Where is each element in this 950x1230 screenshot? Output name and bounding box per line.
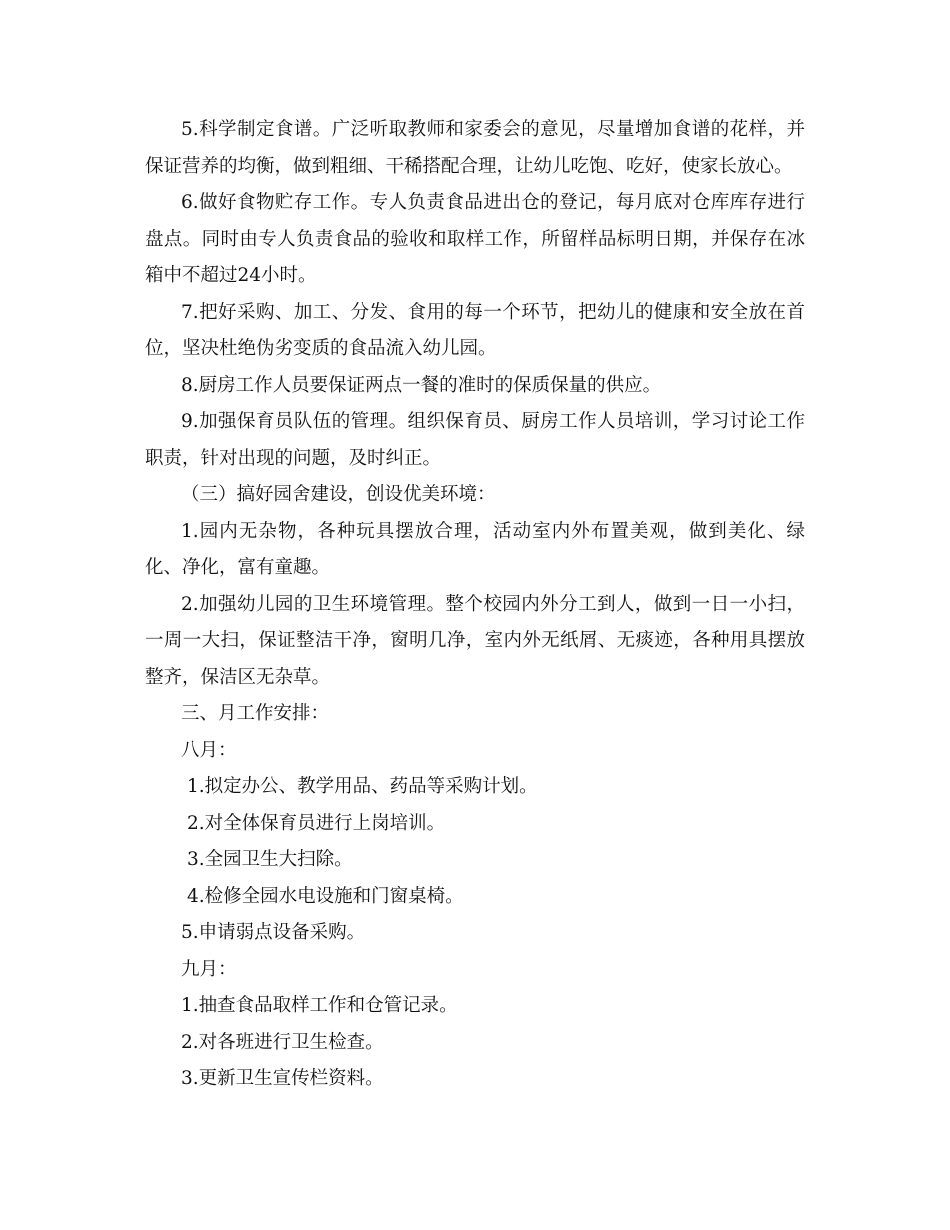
paragraph: 1.园内无杂物，各种玩具摆放合理，活动室内外布置美观，做到美化、绿化、净化，富有童趣。 [145, 520, 805, 578]
list-item: 1.抽查食品取样工作和仓管记录。 [181, 995, 458, 1016]
section-heading: 三、月工作安排： [181, 703, 330, 724]
paragraph: 6.做好食物贮存工作。专人负责食品进出仓的登记，每月底对仓库库存进行盘点。同时由专人负责食品的验收和取样工作，所留样品标明日期，并保存在冰箱中不超过24小时。 [145, 192, 805, 286]
list-item: 2.对全体保育员进行上岗培训。 [187, 812, 446, 834]
list-item: 4.检修全园水电设施和门窗桌椅。 [187, 885, 464, 907]
list-item: 2.对各班进行卫生检查。 [181, 1031, 384, 1053]
month-heading: 九月： [181, 958, 237, 980]
paragraph: 9.加强保育员队伍的管理。组织保育员、厨房工作人员培训，学习讨论工作职责，针对出现的问题，及时纠正。 [145, 411, 805, 469]
month-heading: 八月： [181, 739, 237, 761]
paragraph: 2.加强幼儿园的卫生环境管理。整个校园内外分工到人，做到一日一小扫，一周一大扫，保证整洁干净，窗明几净，室内外无纸屑、无痰迹，各种用具摆放整齐，保洁区无杂草。 [145, 593, 805, 688]
paragraph: 8.厨房工作人员要保证两点一餐的准时的保质保量的供应。 [181, 374, 662, 396]
list-item: 1.拟定办公、教学用品、药品等采购计划。 [187, 776, 538, 797]
document-body [145, 112, 805, 1098]
list-item: 3.更新卫生宣传栏资料。 [181, 1068, 384, 1089]
paragraph: 7.把好采购、加工、分发、食用的每一个环节，把幼儿的健康和安全放在首位，坚决杜绝伪劣变质的食品流入幼儿园。 [145, 301, 805, 359]
section-heading: （三）搞好园舍建设，创设优美环境： [181, 484, 496, 505]
list-item: 3.全园卫生大扫除。 [187, 849, 353, 870]
list-item: 5.申请弱点设备采购。 [181, 922, 366, 943]
paragraph: 5.科学制定食谱。广泛听取教师和家委会的意见，尽量增加食谱的花样，并保证营养的均衡，做到粗细、干稀搭配合理，让幼儿吃饱、吃好，使家长放心。 [145, 119, 805, 177]
